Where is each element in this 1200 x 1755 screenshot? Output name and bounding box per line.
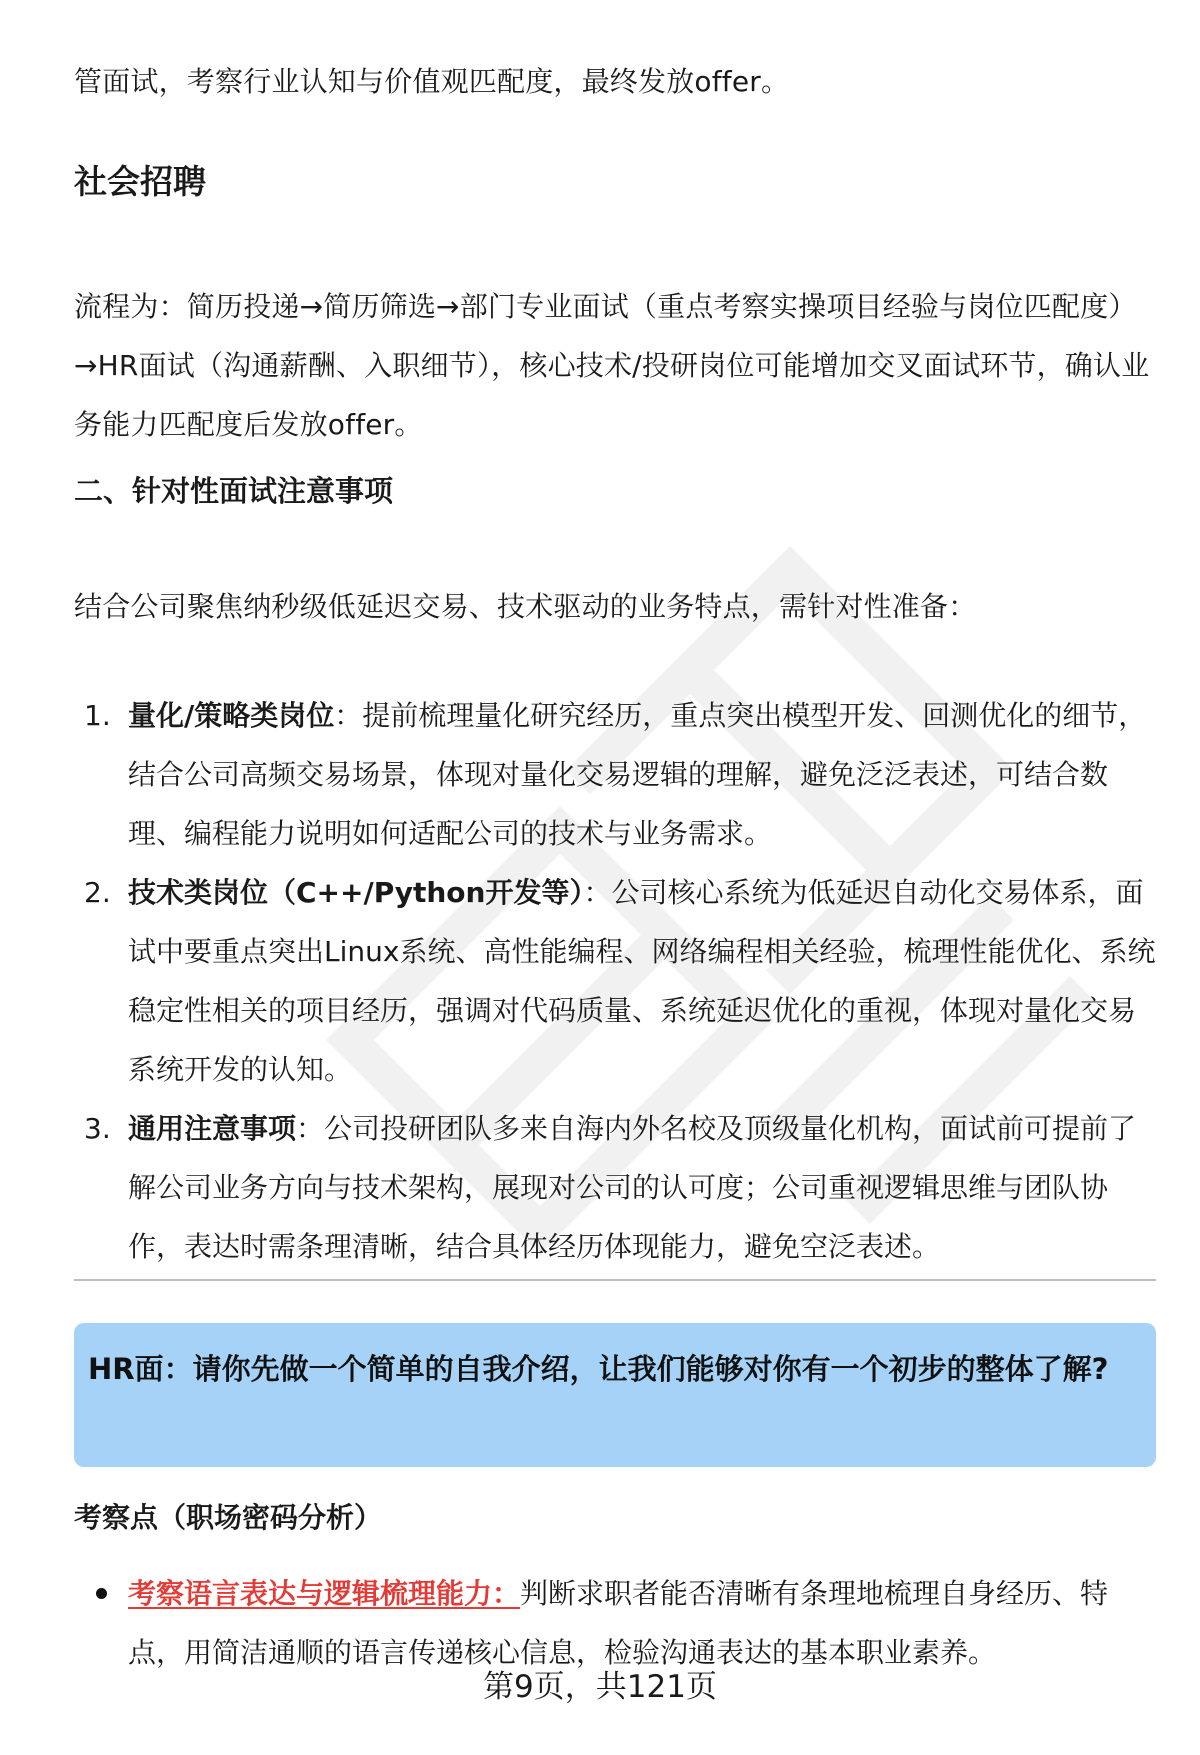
- list-number: 3.: [84, 1112, 111, 1145]
- question-box: [74, 1323, 1156, 1467]
- section-heading: 二、针对性面试注意事项: [74, 474, 394, 508]
- list-item-text: ：提前梳理量化研究经历，重点突出模型开发、回测优化的细节，结合公司高频交易场景，体现对量化交易逻辑的理解，避免泛泛表述，可结合数理、编程能力说明如何适配公司的技术与业务需求。: [128, 699, 1147, 850]
- lead-paragraph: 管面试，考察行业认知与价值观匹配度，最终发放offer。: [74, 65, 790, 98]
- section-intro: 结合公司聚焦纳秒级低延迟交易、技术驱动的业务特点，需针对性准备：: [74, 590, 977, 623]
- list-item: [74, 686, 1156, 863]
- list-item-term: 技术类岗位（C++/Python开发等）: [128, 876, 584, 909]
- section-divider: [74, 1279, 1156, 1281]
- list-number: 2.: [84, 876, 111, 909]
- list-item: [74, 1099, 1156, 1276]
- analysis-heading: 考察点（职场密码分析）: [74, 1501, 383, 1534]
- highlight-term: 考察语言表达与逻辑梳理能力：: [128, 1577, 521, 1610]
- bullet-icon: [96, 1588, 107, 1599]
- social-process-paragraph: 流程为：简历投递→简历筛选→部门专业面试（重点考察实操项目经验与岗位匹配度）→HR面试（沟通薪酬、入职细节），核心技术/投研岗位可能增加交叉面试环节，确认业务能力匹配度后发放offer。: [74, 290, 1150, 441]
- list-item-term: 量化/策略类岗位: [128, 699, 335, 732]
- social-recruitment-heading: 社会招聘: [74, 162, 206, 201]
- list-number: 1.: [84, 699, 111, 732]
- list-item-term: 通用注意事项: [128, 1112, 297, 1145]
- question-text: HR面：请你先做一个简单的自我介绍，让我们能够对你有一个初步的整体了解?: [88, 1352, 1109, 1386]
- page-footer: 第9页，共121页: [483, 1669, 717, 1705]
- list-item-text: 判断求职者能否清晰有条理地梳理自身经历、特点，用简洁通顺的语言传递核心信息，检验沟通表达的基本职业素养。: [128, 1577, 1109, 1669]
- list-item-text: ：公司核心系统为低延迟自动化交易体系，面试中要重点突出Linux系统、高性能编程、网络编程相关经验，梳理性能优化、系统稳定性相关的项目经历，强调对代码质量、系统延迟优化的重视，体现对量化交易系统开发的认知。: [128, 876, 1156, 1086]
- list-item-text: ：公司投研团队多来自海内外名校及顶级量化机构，面试前可提前了解公司业务方向与技术架构，展现对公司的认可度；公司重视逻辑思维与团队协作，表达时需条理清晰，结合具体经历体现能力，避免空泛表述。: [128, 1112, 1137, 1263]
- tips-list: [74, 686, 1156, 1276]
- list-item: [74, 863, 1156, 1099]
